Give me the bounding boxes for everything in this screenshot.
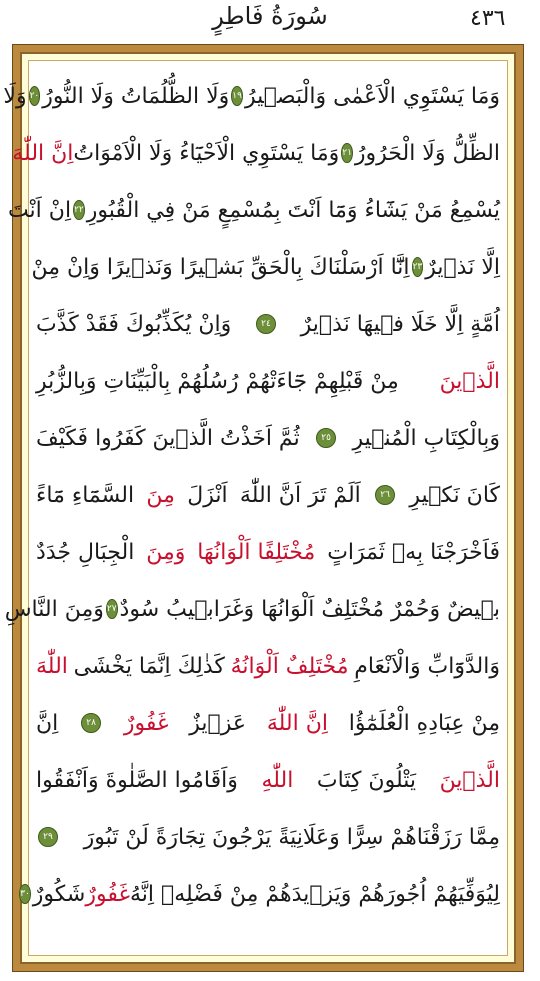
verse-text: مِنْ قَبْلِهِمْ جَٓاءَتْهُمْ رُسُلُهُمْ بِالْبَيِّنَاتِ وَبِالزُّبُرِ	[36, 368, 399, 394]
highlighted-text: غَفُورٌ	[85, 881, 130, 907]
verse-text: اَنْزَلَ	[187, 482, 228, 508]
verse-text: يَتْلُونَ كِتَابَ	[316, 767, 416, 793]
verse-text: وَلَا	[3, 83, 27, 109]
ayah-number-marker: ٣٠	[19, 884, 31, 904]
ayah-number-marker: ٢٤	[256, 314, 276, 334]
highlighted-text: الَّذ۪ينَ	[439, 368, 500, 394]
text-line	[12, 127, 500, 179]
verse-text: اِنْ اَنْتَ	[7, 197, 72, 223]
ayah-number-marker: ٢٦	[375, 485, 395, 505]
verse-text: وَبِالْكِتَابِ الْمُن۪يرِ	[352, 425, 500, 451]
verse-text: اِنَّ	[36, 710, 59, 736]
highlighted-text: مُخْتَلِفٌ اَلْوَانُهُ	[230, 653, 349, 679]
verse-text: وَاَقَامُوا الصَّلٰوةَ وَاَنْفَقُوا	[36, 767, 238, 793]
ayah-number-marker: ١٩	[231, 86, 243, 106]
verse-text: شَكُورٌ	[32, 881, 86, 907]
text-line	[7, 184, 500, 236]
ayah-number-marker: ٢١	[341, 143, 353, 163]
highlighted-text: اللّٰهَ	[36, 653, 68, 679]
surah-title: سُورَةُ فَاطِرٍ	[212, 2, 328, 30]
ayah-number-marker: ٢٩	[38, 827, 58, 847]
text-line	[36, 697, 500, 749]
text-line	[3, 70, 500, 122]
highlighted-text: اِنَّ اللّٰهَ	[12, 140, 74, 166]
verse-text: وَلَا الظُّلُمَاتُ وَلَا النُّورُ	[42, 83, 230, 109]
highlighted-text: وَمِنَ	[146, 539, 186, 565]
page-number: ٤٣٦	[470, 6, 506, 31]
text-line	[36, 811, 500, 863]
text-line	[31, 241, 500, 293]
verse-text: الْجِبَالِ جُدَدٌ	[36, 539, 135, 565]
verse-text: وَمَا يَسْتَوِي الْاَعْمٰى وَالْبَص۪يرُ	[244, 83, 500, 109]
verse-text: اُمَّةٍ اِلَّا خَلَا ف۪يهَا نَذ۪يرٌ	[300, 311, 500, 337]
highlighted-text: مِنَ	[146, 482, 175, 508]
verse-text: الظِّلُّ وَلَا الْحَرُورُ	[354, 140, 500, 166]
ayah-number-marker: ٢٧	[106, 599, 118, 619]
verse-text: مِمَّا رَزَقْنَاهُمْ سِرًّا وَعَلَانِيَةً يَرْجُونَ تِجَارَةً لَنْ تَبُورَ	[83, 824, 500, 850]
page-header	[0, 0, 540, 40]
verse-text: ب۪يضٌ وَحُمْرٌ مُخْتَلِفٌ اَلْوَانُهَا وَغَرَاب۪يبُ سُودٌ	[119, 596, 500, 622]
verse-text: يُسْمِعُ مَنْ يَشَٓاءُ وَمَٓا اَنْتَ بِمُسْمِعٍ مَنْ فِي الْقُبُورِ	[86, 197, 500, 223]
ayah-number-marker: ٢٣	[412, 257, 424, 277]
verse-text: وَاِنْ يُكَذِّبُوكَ فَقَدْ كَذَّبَ	[36, 311, 232, 337]
text-line	[36, 412, 500, 464]
verse-text: كَذٰلِكَ اِنَّمَا يَخْشَى	[73, 653, 225, 679]
verse-text: وَمَا يَسْتَوِي الْاَحْيَٓاءُ وَلَا الْاَمْوَاتُ	[73, 140, 340, 166]
verse-text: فَاَخْرَجْنَا بِه۪ ثَمَرَاتٍ	[327, 539, 500, 565]
verse-text: لِيُوَفِّيَهُمْ اُجُورَهُمْ وَيَز۪يدَهُمْ مِنْ فَضْلِه۪ اِنَّهُ	[130, 881, 500, 907]
ayah-number-marker: ٢٨	[81, 713, 101, 733]
highlighted-text: اِنَّ اللّٰهَ	[266, 710, 328, 736]
highlighted-text: غَفُورٌ	[123, 710, 169, 736]
highlighted-text: مُخْتَلِفًا اَلْوَانُهَا	[197, 539, 316, 565]
verse-text: كَانَ نَك۪يرِ	[409, 482, 500, 508]
highlighted-text: اللّٰهِ	[261, 767, 294, 793]
text-line	[36, 469, 500, 521]
text-line	[20, 868, 500, 920]
verse-text: وَالدَّوَٓابِّ وَالْاَنْعَامِ	[354, 653, 500, 679]
verse-text: اِلَّا نَذ۪يرٌ	[425, 254, 500, 280]
verse-text: اَلَمْ تَرَ اَنَّ اللّٰهَ	[239, 482, 361, 508]
verse-text: السَّمَٓاءِ مَٓاءً	[36, 482, 135, 508]
highlighted-text: الَّذ۪ينَ	[439, 767, 500, 793]
text-line	[36, 640, 500, 692]
text-line	[36, 355, 500, 407]
verse-text: ثُمَّ اَخَذْتُ الَّذ۪ينَ كَفَرُوا فَكَيْفَ	[36, 425, 300, 451]
text-line	[36, 526, 500, 578]
verse-text: مِنْ عِبَادِهِ الْعُلَمٰٓؤُا	[348, 710, 500, 736]
verse-text: وَمِنَ النَّاسِ	[4, 596, 104, 622]
text-line	[36, 754, 500, 806]
verse-text: عَز۪يزٌ	[189, 710, 247, 736]
ayah-number-marker: ٢٠	[29, 86, 41, 106]
text-line	[4, 583, 500, 635]
ayah-number-marker: ٢٢	[73, 200, 85, 220]
text-line	[36, 298, 500, 350]
ayah-number-marker: ٢٥	[316, 428, 336, 448]
verse-text: اِنَّٓا اَرْسَلْنَاكَ بِالْحَقِّ بَش۪يرًا وَنَذ۪يرًا وَاِنْ مِنْ	[31, 254, 410, 280]
